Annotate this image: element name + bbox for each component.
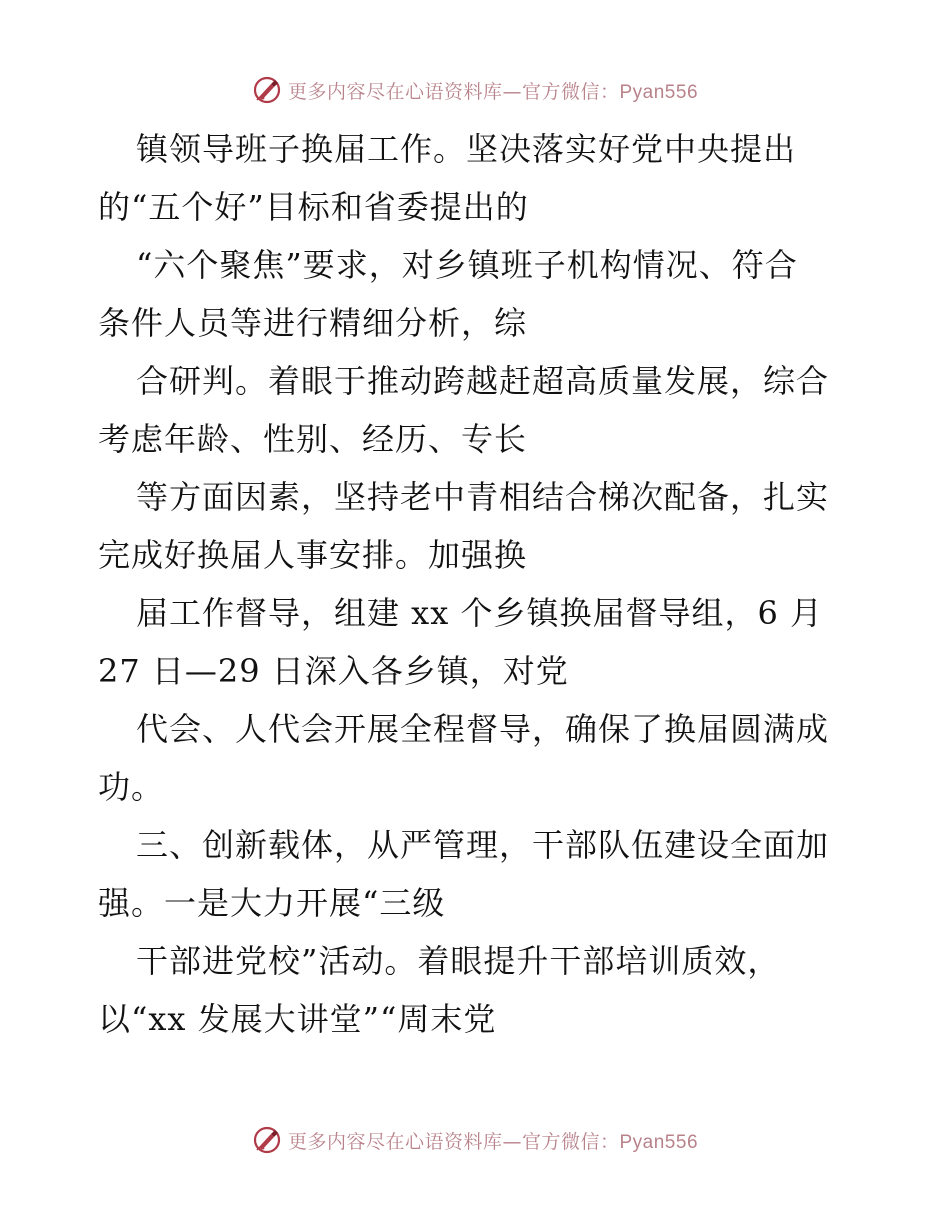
text-line: 功。 <box>98 768 165 806</box>
text-line: 干部进党校”活动。着眼提升干部培训质效， <box>136 942 781 980</box>
text-line: 三、创新载体，从严管理，干部队伍建设全面加 <box>136 826 830 864</box>
text-line: 考虑年龄、性别、经历、专长 <box>98 420 528 458</box>
text-line: 镇领导班子换届工作。坚决落实好党中央提出 <box>136 130 797 168</box>
text-line: 合研判。着眼于推动跨越赶超高质量发展，综合 <box>136 362 830 400</box>
pen-logo-icon <box>252 75 282 105</box>
text-line: 的“五个好”目标和省委提出的 <box>98 188 529 226</box>
text-line: 27 日—29 日深入各乡镇，对党 <box>98 652 569 690</box>
text-line: “六个聚焦”要求，对乡镇班子机构情况、符合 <box>136 246 798 284</box>
document-body <box>98 120 858 1048</box>
footer-watermark <box>0 1120 950 1160</box>
text-line: 完成好换届人事安排。加强换 <box>98 536 528 574</box>
header-watermark <box>0 70 950 110</box>
text-line: 等方面因素，坚持老中青相结合梯次配备，扎实 <box>136 478 830 516</box>
text-line: 届工作督导，组建 xx 个乡镇换届督导组，6 月 <box>136 594 823 632</box>
watermark-text: 更多内容尽在心语资料库—官方微信： <box>287 1130 620 1153</box>
text-line: 强。一是大力开展“三级 <box>98 884 446 922</box>
text-line: 条件人员等进行精细分析，综 <box>98 304 528 342</box>
text-line: 代会、人代会开展全程督导，确保了换届圆满成 <box>136 710 830 748</box>
text-line: 以“xx 发展大讲堂”“周末党 <box>98 1000 497 1038</box>
watermark-handle: Pyan556 <box>619 81 699 103</box>
watermark-text: 更多内容尽在心语资料库—官方微信： <box>287 80 620 103</box>
watermark-handle: Pyan556 <box>619 1131 699 1153</box>
pen-logo-icon <box>252 1125 282 1155</box>
